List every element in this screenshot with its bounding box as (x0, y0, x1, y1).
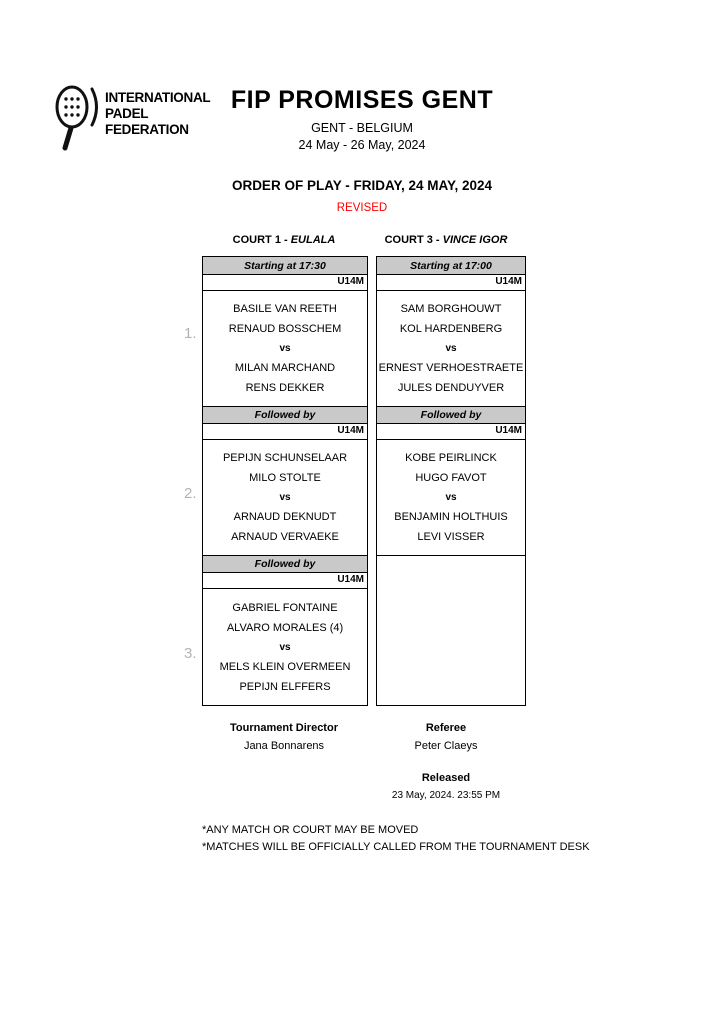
tournament-director-label: Tournament Director (230, 722, 338, 734)
empty-match-cell (377, 556, 525, 705)
category-row: U14M (377, 275, 525, 291)
vs-label: vs (445, 492, 457, 503)
court-3-venue: VINCE IGOR (442, 234, 508, 246)
match-cell (377, 291, 525, 407)
match-cell (203, 440, 367, 556)
start-time-label: Starting at 17:30 (244, 259, 326, 272)
vs-label: vs (279, 343, 291, 354)
court-3-schedule-table (376, 256, 526, 706)
category-row: U14M (377, 424, 525, 440)
court-1-label: COURT 1 - (232, 234, 291, 246)
match-cell (203, 291, 367, 407)
court-1-venue: EULALA (290, 234, 336, 246)
player-name: ARNAUD VERVAEKE (231, 531, 339, 543)
player-name: MILO STOLTE (249, 472, 321, 484)
player-name: SAM BORGHOUWT (400, 303, 502, 315)
category-row: U14M (203, 573, 367, 589)
player-name: ALVARO MORALES (4) (226, 621, 344, 634)
schedule-tables (202, 256, 526, 706)
court-1-start-row (203, 257, 367, 275)
court-1-schedule-table (202, 256, 368, 706)
court-3-start-row (377, 257, 525, 275)
tournament-dates: 24 May - 26 May, 2024 (298, 138, 426, 152)
followed-by-label: Followed by (254, 409, 316, 421)
followed-by-row (203, 556, 367, 573)
player-name: PEPIJN SCHUNSELAAR (222, 452, 348, 464)
vs-label: vs (445, 343, 457, 354)
followed-by-row (203, 407, 367, 424)
player-name: GABRIEL FONTAINE (232, 601, 338, 614)
player-name: PEPIJN ELFFERS (239, 680, 331, 693)
followed-by-row (377, 407, 525, 424)
player-name: BENJAMIN HOLTHUIS (394, 511, 508, 523)
player-name: BASILE VAN REETH (233, 303, 337, 315)
category-row: U14M (203, 275, 367, 291)
logo-line: INTERNATIONAL (105, 90, 211, 105)
note-line: *MATCHES WILL BE OFFICIALLY CALLED FROM THE TOURNAMENT DESK (202, 841, 590, 853)
note-line: *ANY MATCH OR COURT MAY BE MOVED (202, 824, 419, 836)
player-name: ARNAUD DEKNUDT (233, 511, 337, 523)
vs-label: vs (279, 492, 291, 503)
player-name: HUGO FAVOT (415, 472, 487, 484)
tournament-title: FIP PROMISES GENT (230, 86, 494, 114)
vs-label: vs (279, 641, 291, 653)
player-name: KOL HARDENBERG (399, 323, 503, 335)
player-name: RENS DEKKER (245, 382, 325, 394)
match-number-1: 1. (184, 325, 197, 342)
player-name: KOBE PEIRLINCK (405, 452, 497, 464)
player-name: JULES DENDUYVER (397, 382, 505, 394)
logo-line: PADEL (105, 106, 149, 121)
match-number-3: 3. (184, 645, 197, 662)
followed-by-label: Followed by (254, 558, 316, 570)
player-name: MILAN MARCHAND (234, 362, 336, 374)
player-name: LEVI VISSER (417, 531, 485, 543)
followed-by-label: Followed by (420, 409, 482, 421)
order-of-play-heading: ORDER OF PLAY - FRIDAY, 24 MAY, 2024 (231, 178, 493, 193)
referee-label: Referee (425, 722, 467, 734)
match-cell (377, 440, 525, 556)
footer-notes (202, 822, 590, 856)
released-datetime: 23 May, 2024. 23:55 PM (391, 790, 501, 801)
player-name: MELS KLEIN OVERMEEN (219, 660, 351, 673)
player-name: ERNEST VERHOESTRAETE (378, 362, 524, 374)
start-time-label: Starting at 17:00 (410, 259, 492, 272)
player-name: RENAUD BOSSCHEM (228, 323, 342, 335)
referee-name: Peter Claeys (414, 740, 478, 752)
tournament-location: GENT - BELGIUM (311, 121, 413, 135)
category-row: U14M (203, 424, 367, 440)
match-cell (203, 589, 367, 705)
court-3-label: COURT 3 - (384, 234, 443, 246)
match-number-2: 2. (184, 485, 197, 502)
tournament-director-name: Jana Bonnarens (243, 740, 325, 752)
court-1-header (202, 234, 366, 246)
released-label: Released (421, 772, 471, 784)
revised-badge: REVISED (336, 202, 388, 214)
court-3-header (372, 234, 520, 246)
logo-line: FEDERATION (105, 122, 189, 137)
